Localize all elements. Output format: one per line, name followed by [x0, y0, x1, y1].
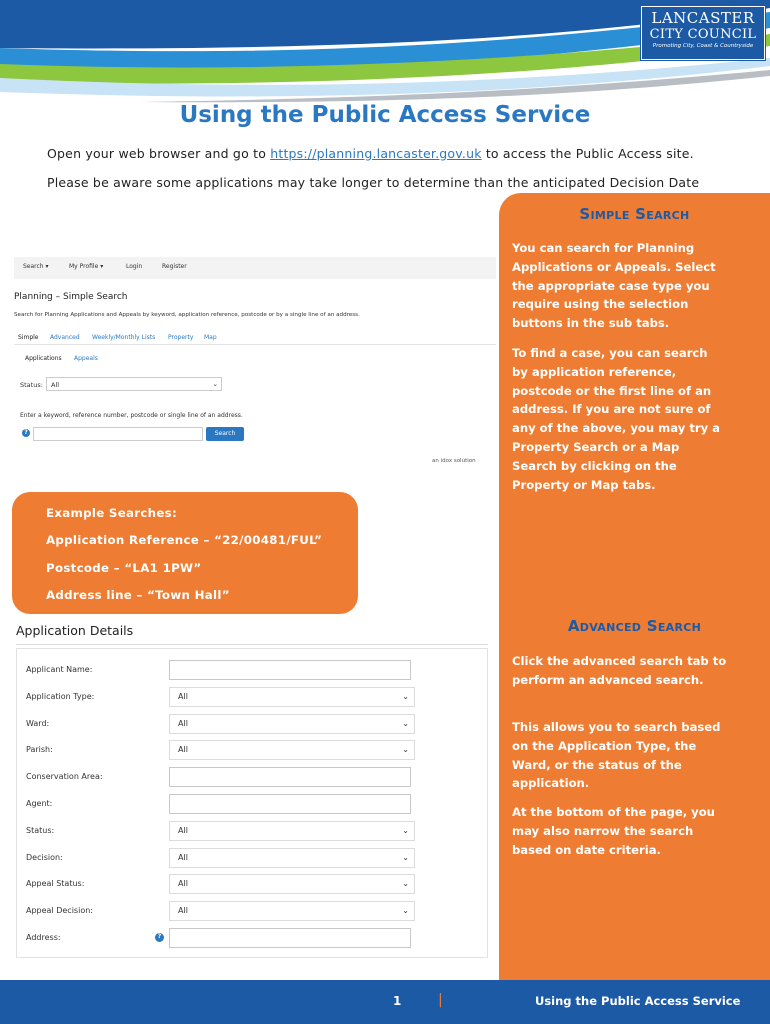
field-select-value: All — [178, 718, 188, 728]
chevron-down-icon: ⌄ — [402, 745, 409, 755]
field-label: Status: — [26, 825, 55, 835]
field-select[interactable] — [169, 740, 415, 760]
status-label: Status: — [20, 381, 43, 389]
field-select-value: All — [178, 879, 188, 889]
application-details-title: Application Details — [16, 623, 134, 638]
footer-separator: | — [438, 992, 443, 1008]
field-label: Decision: — [26, 852, 63, 862]
advanced-search-para-2: This allows you to search based on the Application Type, the Ward, or the status of the application. — [512, 720, 721, 791]
field-label: Conservation Area: — [26, 772, 103, 782]
logo-line-2: CITY COUNCIL — [649, 27, 757, 42]
logo-tagline: Promoting City, Coast & Countryside — [652, 43, 754, 49]
chevron-down-icon: ⌄ — [402, 718, 409, 728]
example-address: Address line – “Town Hall” — [46, 588, 230, 602]
subtab-applications[interactable]: Applications — [25, 355, 62, 362]
page-number: 1 — [393, 994, 402, 1008]
field-select[interactable] — [169, 848, 415, 868]
logo-line-1: LANCASTER — [651, 9, 755, 27]
status-select[interactable] — [46, 377, 222, 391]
example-searches-callout — [12, 492, 358, 614]
field-label: Parish: — [26, 745, 53, 755]
field-label: Ward: — [26, 718, 50, 728]
lancaster-city-council-logo — [641, 6, 765, 60]
address-help-icon[interactable]: ? — [155, 933, 164, 942]
nav-register[interactable]: Register — [162, 263, 187, 270]
field-label: Applicant Name: — [26, 665, 93, 674]
field-select-value: All — [178, 745, 188, 755]
simple-search-description: Search for Planning Applications and Appeals by keyword, application reference, postcode or by a single line of an address. — [14, 312, 360, 318]
field-label: Appeal Status: — [26, 879, 85, 889]
field-label: Agent: — [26, 799, 53, 808]
simple-search-heading: Simple Search — [579, 205, 690, 223]
field-select[interactable] — [169, 687, 415, 707]
intro-line-2: Please be aware some applications may take longer to determine than the anticipated Decision Date — [47, 175, 700, 190]
portal-top-navbar — [14, 257, 496, 279]
nav-login[interactable]: Login — [126, 263, 143, 270]
field-select-value: All — [178, 825, 188, 835]
field-select-value: All — [178, 906, 188, 916]
chevron-down-icon: ⌄ — [402, 852, 409, 862]
right-info-panel — [499, 193, 770, 985]
example-reference: Application Reference – “22/00481/FUL” — [46, 533, 323, 547]
intro-text-after: to access the Public Access site. — [481, 146, 694, 161]
application-details-divider — [16, 644, 488, 645]
intro-text-before: Open your web browser and go to — [47, 146, 271, 161]
chevron-down-icon: ⌄ — [402, 691, 409, 701]
field-input[interactable] — [169, 767, 411, 787]
simple-search-page-heading: Planning – Simple Search — [14, 292, 128, 302]
field-select-value: All — [178, 852, 188, 862]
chevron-down-icon: ⌄ — [402, 906, 409, 916]
page-title: Using the Public Access Service — [179, 102, 591, 128]
field-label: Address: — [26, 933, 61, 942]
chevron-down-icon: ⌄ — [402, 879, 409, 889]
footer-title: Using the Public Access Service — [535, 994, 741, 1008]
field-input[interactable] — [169, 794, 411, 814]
page-footer — [0, 980, 770, 1024]
field-select-value: All — [178, 691, 188, 701]
tab-divider — [14, 344, 496, 345]
tab-property[interactable]: Property — [168, 334, 194, 341]
example-searches-title: Example Searches: — [46, 506, 178, 520]
status-select-value: All — [51, 381, 60, 389]
field-select[interactable] — [169, 874, 415, 894]
simple-search-para-1: You can search for Planning Applications or Appeals. Select the appropriate case type you require using the selection buttons in the sub tabs. — [512, 241, 716, 331]
subtab-appeals[interactable]: Appeals — [74, 355, 98, 362]
field-input[interactable] — [169, 660, 411, 680]
field-select[interactable] — [169, 714, 415, 734]
chevron-down-icon: ⌄ — [402, 825, 409, 835]
nav-search[interactable]: Search ▾ — [23, 263, 49, 270]
chevron-down-icon: ⌄ — [212, 380, 218, 388]
advanced-search-para-1: Click the advanced search tab to perform an advanced search. — [512, 654, 727, 687]
intro-line-1 — [47, 146, 694, 161]
idox-logo: an idox solution — [432, 458, 476, 464]
search-button[interactable]: Search — [206, 427, 244, 441]
keyword-label: Enter a keyword, reference number, postcode or single line of an address. — [20, 412, 243, 419]
keyword-search-input[interactable] — [33, 427, 203, 441]
field-select[interactable] — [169, 821, 415, 841]
advanced-search-heading: Advanced Search — [567, 617, 702, 635]
simple-search-para-2: To find a case, you can search by application reference, postcode or the first line of an address. If you are not sure of any of the above, you may try a Property Search or a Map Search by clicking on the Property or Map tabs. — [512, 346, 720, 492]
tab-advanced[interactable]: Advanced — [50, 334, 80, 341]
example-postcode: Postcode – “LA1 1PW” — [46, 561, 202, 575]
advanced-search-para-3: At the bottom of the page, you may also narrow the search based on date criteria. — [512, 805, 715, 857]
planning-portal-link[interactable]: https://planning.lancaster.gov.uk — [270, 146, 482, 161]
tab-map[interactable]: Map — [204, 334, 217, 341]
field-label: Application Type: — [26, 691, 95, 701]
help-icon[interactable]: ? — [22, 429, 30, 437]
tab-weekly-monthly[interactable]: Weekly/Monthly Lists — [92, 334, 156, 341]
field-label: Appeal Decision: — [26, 906, 93, 916]
field-select[interactable] — [169, 901, 415, 921]
nav-my-profile[interactable]: My Profile ▾ — [69, 263, 104, 270]
tab-simple[interactable]: Simple — [18, 334, 39, 341]
field-input[interactable] — [169, 928, 411, 948]
